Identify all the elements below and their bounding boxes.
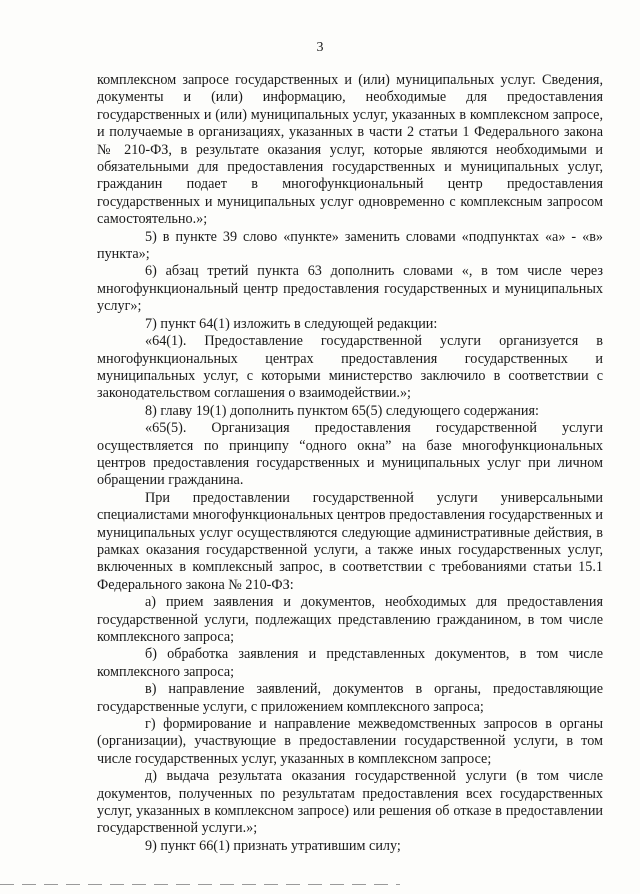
paragraph-subitem-g: г) формирование и направление межведомственных запросов в органы (организации), участвующие в предоставлении государственной услуги, в том числе государственных услуг, указанных в комплексном запросе;: [97, 716, 603, 767]
paragraph-item-6: 6) абзац третий пункта 63 дополнить словами «, в том числе через многофункциональный центр предоставления государственных и муниципальных услуг»;: [97, 263, 603, 315]
paragraph-clause-64-1: «64(1). Предоставление государственной услуги организуется в многофункциональных центрах предоставления государственных и муниципальных услуг, с которыми министерство заключило в соответствии с законодательством соглашения о взаимодействии.»;: [97, 333, 603, 402]
footer-divider: [0, 884, 400, 885]
paragraph-item-7: 7) пункт 64(1) изложить в следующей редакции:: [145, 315, 438, 332]
page-number: 3: [316, 40, 324, 55]
document-body: [97, 72, 603, 855]
paragraph-admin-actions: При предоставлении государственной услуги универсальными специалистами многофункциональных центров предоставления государственных и муниципальных услуг осуществляются следующие административные действия, в рамках оказания государственной услуги, а также иных государственных услуг, включенных в комплексный запрос, в соответствии с требованиями статьи 15.1 Федерального закона № 210-ФЗ:: [97, 489, 603, 593]
paragraph-subitem-b: б) обработка заявления и представленных документов, в том числе комплексного запроса;: [97, 646, 603, 680]
paragraph-subitem-d: д) выдача результата оказания государственной услуги (в том числе документов, полученных по результатам предоставления всех государственных услуг, указанных в комплексном запросе) или решения об отказе в предоставлении государственной услуги.»;: [97, 768, 603, 837]
paragraph-item-5: 5) в пункте 39 слово «пункте» заменить словами «подпунктах «а» - «в» пункта»;: [97, 228, 603, 263]
paragraph-clause-65-5: «65(5). Организация предоставления государственной услуги осуществляется по принципу “одного окна” на базе многофункциональных центров предоставления государственных и муниципальных услуг при личном обращении гражданина.: [97, 420, 603, 489]
paragraph-item-8: 8) главу 19(1) дополнить пунктом 65(5) следующего содержания:: [145, 402, 539, 419]
paragraph-subitem-v: в) направление заявлений, документов в органы, предоставляющие государственные услуги, с приложением комплексного запроса;: [97, 681, 603, 715]
paragraph-subitem-a: а) прием заявления и документов, необходимых для предоставления государственной услуги, подлежащих представлению гражданином, в том числе комплексного запроса;: [97, 594, 603, 645]
paragraph-continuation: комплексном запросе государственных и (или) муниципальных услуг. Сведения, документы и (или) информацию, необходимые для предоставления государственных и (или) муниципальных услуг, указанных в комплексном запросе, и получаемые в организациях, указанных в части 2 статьи 1 Федерального закона № 210-ФЗ, в результате оказания услуг, которые являются необходимыми и обязательными для предоставления государственных и муниципальных услуг, гражданин подает в многофункциональный центр предоставления государственных и муниципальных услуг одновременно с комплексным запросом самостоятельно.»;: [97, 72, 603, 228]
paragraph-item-9: 9) пункт 66(1) признать утратившим силу;: [145, 837, 401, 854]
